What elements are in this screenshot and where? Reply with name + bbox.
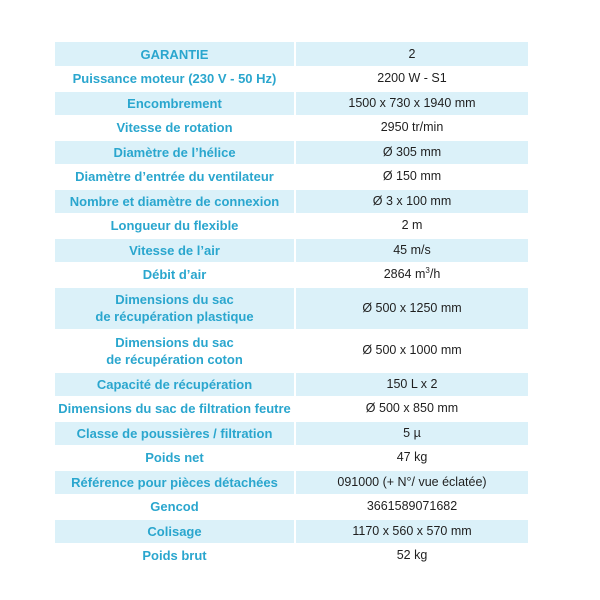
table-row: [55, 116, 528, 141]
row-value: 1500 x 730 x 1940 mm: [295, 91, 528, 116]
row-label: Diamètre de l’hélice: [55, 140, 295, 165]
table-row: [55, 495, 528, 520]
row-value: Ø 500 x 1000 mm: [295, 330, 528, 373]
table-row: [55, 189, 528, 214]
row-value: 2200 W - S1: [295, 67, 528, 92]
row-value: 5 µ: [295, 421, 528, 446]
row-label: Gencod: [55, 495, 295, 520]
row-value: Ø 500 x 1250 mm: [295, 287, 528, 330]
row-label: Vitesse de rotation: [55, 116, 295, 141]
row-label: [55, 330, 295, 373]
table-row: [55, 165, 528, 190]
row-value: 2950 tr/min: [295, 116, 528, 141]
row-value: Ø 500 x 850 mm: [295, 397, 528, 422]
table-row: [55, 287, 528, 330]
table-row: [55, 214, 528, 239]
row-value: 3661589071682: [295, 495, 528, 520]
table-row: [55, 446, 528, 471]
row-label: [55, 287, 295, 330]
row-label-line-2: de récupération plastique: [95, 309, 254, 325]
table-row: [55, 397, 528, 422]
row-label: Puissance moteur (230 V - 50 Hz): [55, 67, 295, 92]
spec-table: [55, 42, 528, 569]
row-value: 1170 x 560 x 570 mm: [295, 519, 528, 544]
row-label: Débit d’air: [55, 263, 295, 288]
table-row: [55, 263, 528, 288]
row-value: 47 kg: [295, 446, 528, 471]
row-label: Diamètre d’entrée du ventilateur: [55, 165, 295, 190]
row-value-superscript: 3: [425, 266, 430, 276]
row-value: Ø 3 x 100 mm: [295, 189, 528, 214]
row-label: Longueur du flexible: [55, 214, 295, 239]
row-label: Poids brut: [55, 544, 295, 569]
row-value: 45 m/s: [295, 238, 528, 263]
row-label: Nombre et diamètre de connexion: [55, 189, 295, 214]
row-value: 150 L x 2: [295, 372, 528, 397]
row-label-line-1: Dimensions du sac: [115, 292, 234, 308]
row-label-line-2: de récupération coton: [106, 351, 243, 367]
table-row: [55, 470, 528, 495]
row-value: [295, 263, 528, 288]
row-value: 2: [295, 42, 528, 67]
table-row: [55, 91, 528, 116]
row-label: Vitesse de l’air: [55, 238, 295, 263]
row-label: Encombrement: [55, 91, 295, 116]
row-value: 52 kg: [295, 544, 528, 569]
table-row: [55, 519, 528, 544]
table-row: [55, 238, 528, 263]
table-row: [55, 42, 528, 67]
table-row: [55, 421, 528, 446]
table-row: [55, 544, 528, 569]
row-label-line-1: Dimensions du sac: [115, 334, 234, 350]
row-value: 091000 (+ N°/ vue éclatée): [295, 470, 528, 495]
table-row: [55, 67, 528, 92]
table-row: [55, 372, 528, 397]
row-label: Colisage: [55, 519, 295, 544]
table-row: [55, 330, 528, 373]
row-value: Ø 305 mm: [295, 140, 528, 165]
row-value: Ø 150 mm: [295, 165, 528, 190]
row-label: Capacité de récupération: [55, 372, 295, 397]
row-label: Dimensions du sac de filtration feutre: [55, 397, 295, 422]
row-value: 2 m: [295, 214, 528, 239]
row-value-main: 2864 m: [383, 267, 426, 282]
row-label: Classe de poussières / filtration: [55, 421, 295, 446]
row-label: Référence pour pièces détachées: [55, 470, 295, 495]
row-label: Poids net: [55, 446, 295, 471]
row-label: GARANTIE: [55, 42, 295, 67]
row-value-suffix: /h: [429, 267, 441, 282]
table-row: [55, 140, 528, 165]
